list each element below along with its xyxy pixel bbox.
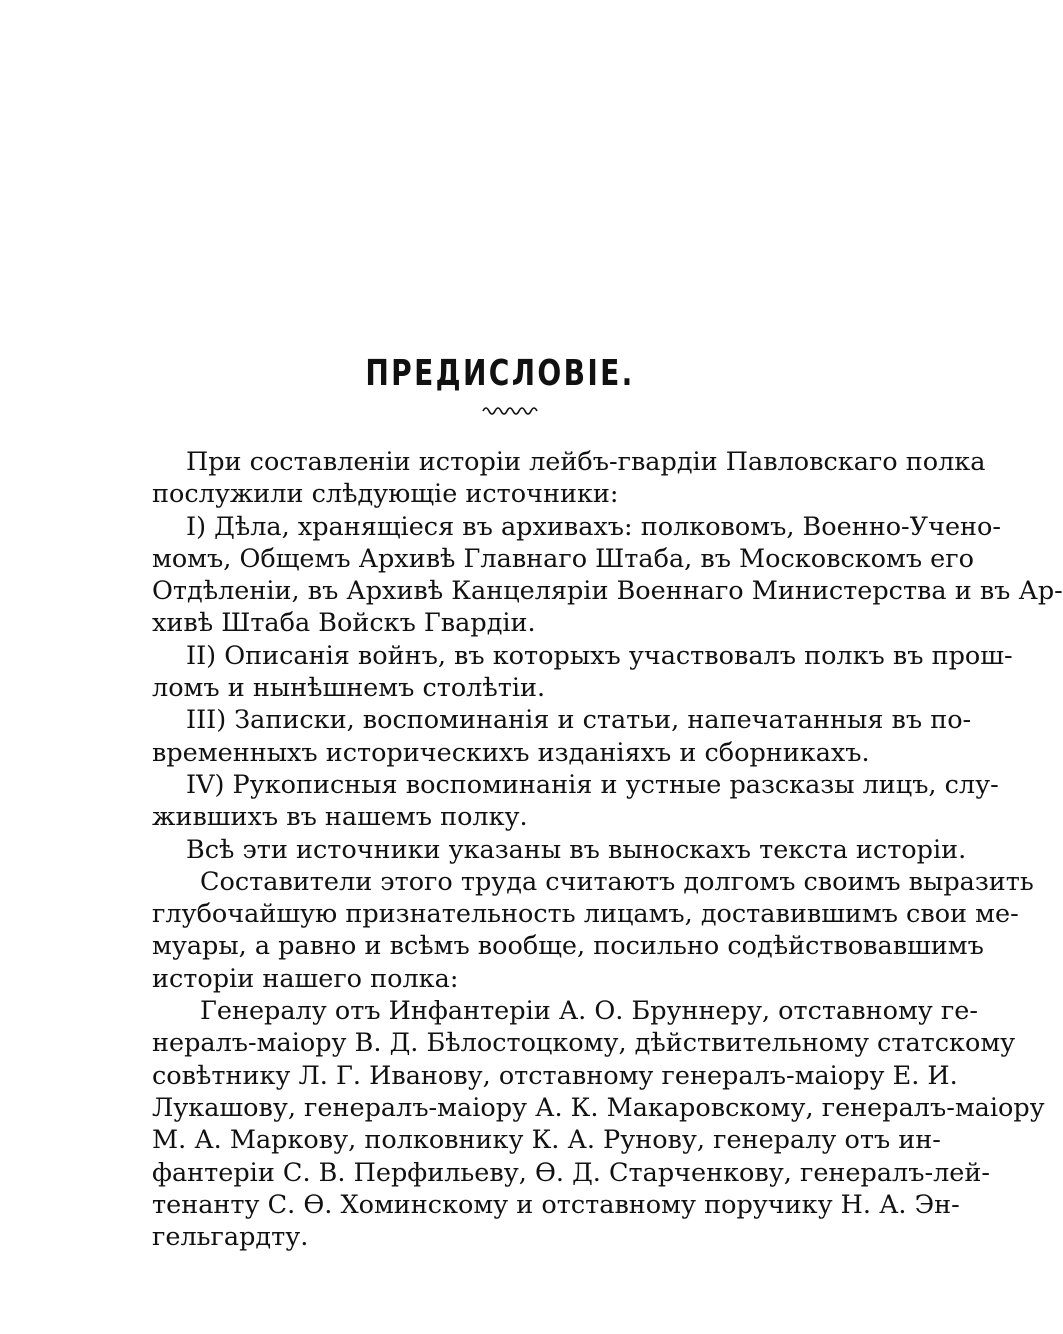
text-line: исторіи нашего полка: [152, 963, 459, 994]
text-line: Генералу отъ Инфантеріи А. О. Бруннеру, отставному ге- [200, 996, 978, 1027]
text-line: IV) Рукописныя воспоминанія и устные разсказы лицъ, слу- [186, 769, 999, 800]
preface-body [152, 446, 1063, 1253]
text-line: II) Описанія войнъ, въ которыхъ участвовалъ полкъ въ прош- [186, 640, 1013, 671]
paragraph-source-3 [152, 704, 972, 769]
text-line: момъ, Общемъ Архивѣ Главнаго Штаба, въ Московскомъ его [152, 543, 974, 574]
text-line: жившихъ въ нашемъ полку. [152, 802, 528, 833]
text-line: фантеріи С. В. Перфильеву, Ѳ. Д. Старченкову, генералъ-лей- [152, 1157, 990, 1188]
text-line: послужили слѣдующіе источники: [152, 479, 619, 510]
text-line: нералъ-маіору В. Д. Бѣлостоцкому, дѣйствительному статскому [152, 1028, 1016, 1059]
wavy-rule-ornament-icon [482, 402, 540, 416]
paragraph-sources-note [152, 834, 967, 866]
text-line: временныхъ историческихъ изданіяхъ и сборникахъ. [152, 737, 870, 768]
text-line: глубочайшую признательность лицамъ, доставившимъ свои ме- [152, 899, 1019, 930]
page-title: ПРЕДИСЛОВІЕ. [365, 353, 635, 394]
paragraph-source-1 [152, 511, 1063, 640]
text-line: I) Дѣла, хранящіеся въ архивахъ: полковомъ, Военно-Учено- [186, 511, 1002, 542]
paragraph-gratitude [152, 866, 1034, 995]
paragraph-intro [152, 446, 986, 511]
text-line: хивѣ Штаба Войскъ Гвардіи. [152, 608, 536, 639]
paragraph-source-4 [152, 769, 999, 834]
text-line: тенанту С. Ѳ. Хоминскому и отставному поручику Н. А. Эн- [152, 1189, 960, 1220]
paragraph-names [152, 995, 1045, 1253]
text-line: муары, а равно и всѣмъ вообще, посильно содѣйствовавшимъ [152, 931, 984, 962]
text-line: ломъ и нынѣшнемъ столѣтіи. [152, 673, 546, 704]
paragraph-source-2 [152, 640, 1013, 705]
text-line: совѣтнику Л. Г. Иванову, отставному генералъ-маіору Е. И. [152, 1060, 958, 1091]
text-line: Лукашову, генералъ-маіору А. К. Макаровскому, генералъ-маіору [152, 1092, 1045, 1123]
text-line: Всѣ эти источники указаны въ выноскахъ текста исторіи. [186, 834, 967, 865]
text-line: Отдѣленіи, въ Архивѣ Канцеляріи Военнаго Министерства и въ Ар- [152, 576, 1063, 607]
text-line: М. А. Маркову, полковнику К. А. Рунову, генералу отъ ин- [152, 1125, 941, 1156]
text-line: Составители этого труда считаютъ долгомъ своимъ выразить [200, 866, 1034, 897]
text-line: гельгардту. [152, 1222, 309, 1253]
text-line: При составленіи исторіи лейбъ-гвардіи Павловскаго полка [186, 447, 986, 477]
text-line: III) Записки, воспоминанія и статьи, напечатанныя въ по- [186, 705, 972, 736]
